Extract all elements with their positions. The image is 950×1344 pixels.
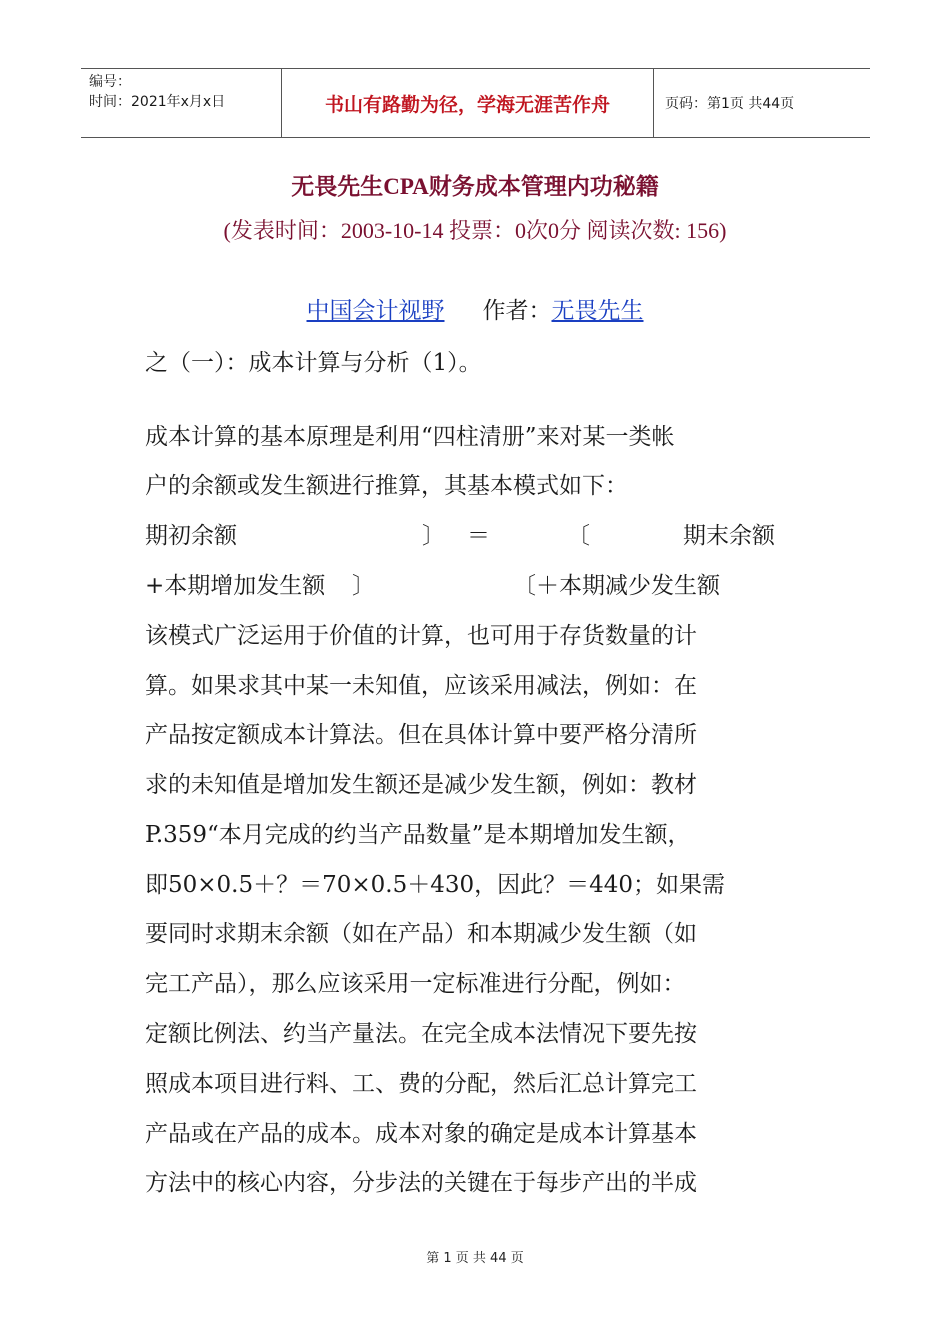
formula-equals: ＝ <box>467 523 490 549</box>
body-line: 照成本项目进行料、工、费的分配，然后汇总计算完工 <box>145 1071 697 1097</box>
body-line: 算。如果求其中某一未知值，应该采用减法，例如：在 <box>145 673 697 699</box>
body-line: 即50×0.5＋？＝70×0.5＋430，因此？＝440；如果需 <box>145 872 726 898</box>
header-table <box>81 68 870 138</box>
motto-text: 书山有路勤为径，学海无涯苦作舟 <box>324 93 610 116</box>
intro-line: 成本计算的基本原理是利用“四柱清册”来对某一类帐 <box>145 424 675 450</box>
document-number-label: 编号： <box>89 74 131 90</box>
article-title: 无畏先生CPA财务成本管理内功秘籍 <box>291 174 659 199</box>
formula-opening: 期初余额 <box>145 523 237 549</box>
author-label: 作者： <box>482 298 552 324</box>
formula-increase: +本期增加发生额 <box>145 573 326 599</box>
body-line: 该模式广泛运用于价值的计算，也可用于存货数量的计 <box>145 623 697 649</box>
section-heading: 之（一）：成本计算与分析（1）。 <box>145 350 482 376</box>
body-line: 产品按定额成本计算法。但在具体计算中要严格分清所 <box>145 722 697 748</box>
formula-bracket: 〔 <box>567 523 590 549</box>
page-info: 页码：第1页 共44页 <box>665 96 795 112</box>
formula-decrease: 〔＋本期减少发生额 <box>513 573 720 599</box>
body-line: 产品或在产品的成本。成本对象的确定是成本计算基本 <box>145 1121 697 1147</box>
body-line: P.359“本月完成的约当产品数量”是本期增加发生额， <box>145 822 691 848</box>
header-info-cell <box>81 69 281 137</box>
header-motto-cell <box>281 69 654 137</box>
body-line: 定额比例法、约当产量法。在完全成本法情况下要先按 <box>145 1021 697 1047</box>
body-line: 方法中的核心内容，分步法的关键在于每步产出的半成 <box>145 1170 697 1196</box>
formula-closing: 期末余额 <box>683 523 775 549</box>
formula-bracket: 〕 <box>352 573 375 599</box>
formula-bracket: 〕 <box>422 523 445 549</box>
author-link[interactable]: 无畏先生 <box>551 298 644 324</box>
source-link[interactable]: 中国会计视野 <box>306 298 445 324</box>
article-meta: (发表时间：2003-10-14 投票：0次0分 阅读次数: 156) <box>223 218 727 243</box>
page-footer: 第 1 页 共 44 页 <box>426 1251 524 1266</box>
body-line: 求的未知值是增加发生额还是减少发生额，例如：教材 <box>145 772 697 798</box>
intro-line: 户的余额或发生额进行推算，其基本模式如下： <box>145 473 628 499</box>
source-author-line <box>0 292 950 325</box>
header-page-cell <box>654 69 870 137</box>
body-line: 完工产品），那么应该采用一定标准进行分配，例如： <box>145 971 686 997</box>
body-line: 要同时求期末余额（如在产品）和本期减少发生额（如 <box>145 921 697 947</box>
document-time-label: 时间：2021年x月x日 <box>89 94 226 110</box>
